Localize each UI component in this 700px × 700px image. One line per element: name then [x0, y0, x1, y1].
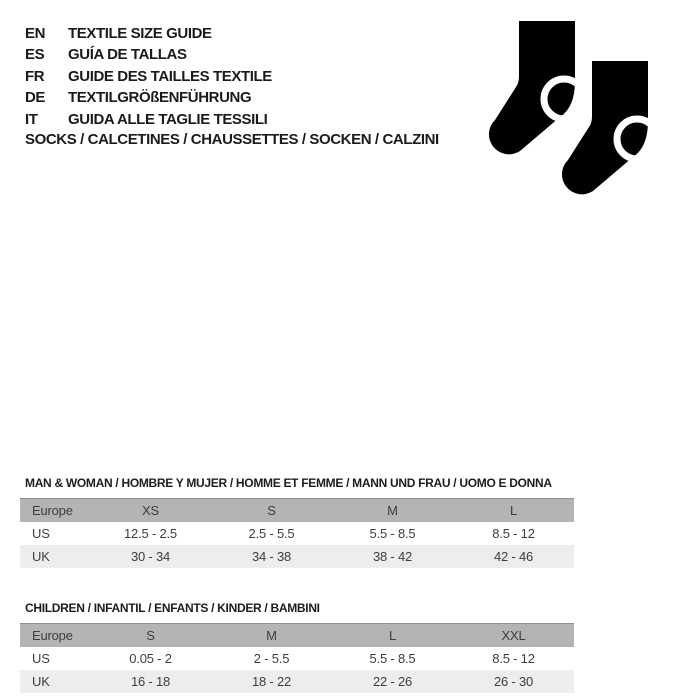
- language-label: GUIDE DES TAILLES TEXTILE: [68, 67, 272, 85]
- header-cell-size: L: [509, 502, 518, 518]
- header-cell-size: XXL: [501, 627, 526, 643]
- language-label: TEXTILGRÖßENFÜHRUNG: [68, 89, 252, 107]
- language-row-it: [25, 109, 272, 130]
- value-cell: 22 - 26: [372, 673, 413, 689]
- size-table-section-man-woman: [20, 477, 574, 568]
- table-row: [20, 522, 574, 545]
- table-title: MAN & WOMAN / HOMBRE Y MUJER / HOMME ET FEMME / MANN UND FRAU / UOMO E DONNA: [25, 476, 552, 490]
- size-table-man-woman: [20, 498, 574, 568]
- value-cell: 5.5 - 8.5: [369, 525, 416, 541]
- language-row-es: [25, 44, 272, 65]
- language-code: ES: [25, 46, 45, 64]
- value-cell: 34 - 38: [251, 548, 292, 564]
- table-title: CHILDREN / INFANTIL / ENFANTS / KINDER / BAMBINI: [25, 601, 320, 615]
- language-code: IT: [25, 110, 38, 128]
- value-cell: 2.5 - 5.5: [248, 525, 295, 541]
- socks-icon: [478, 21, 648, 203]
- size-table-section-children: [20, 602, 574, 693]
- table-row: [20, 545, 574, 568]
- language-label: TEXTILE SIZE GUIDE: [68, 25, 212, 42]
- header-cell-size: S: [146, 627, 155, 643]
- language-row-fr: [25, 66, 272, 87]
- value-cell: 2 - 5.5: [253, 650, 290, 666]
- value-cell: 42 - 46: [493, 548, 534, 564]
- region-cell: US: [32, 650, 50, 666]
- value-cell: 8.5 - 12: [492, 525, 535, 541]
- table-header-row: [20, 499, 574, 522]
- header-cell-region: Europe: [32, 502, 73, 518]
- header-cell-size: XS: [142, 502, 159, 518]
- size-table-children: [20, 623, 574, 693]
- header-cell-size: M: [387, 502, 398, 518]
- value-cell: 38 - 42: [372, 548, 413, 564]
- header-cell-size: M: [266, 627, 277, 643]
- language-label: GUIDA ALLE TAGLIE TESSILI: [68, 110, 268, 128]
- value-cell: 12.5 - 2.5: [124, 525, 177, 541]
- language-code: FR: [25, 67, 45, 85]
- table-row: [20, 670, 574, 693]
- value-cell: 16 - 18: [130, 673, 171, 689]
- value-cell: 26 - 30: [493, 673, 534, 689]
- header-cell-region: Europe: [32, 627, 73, 643]
- language-row-de: [25, 87, 272, 108]
- region-cell: UK: [32, 673, 50, 689]
- language-list: [25, 23, 272, 130]
- value-cell: 0.05 - 2: [129, 650, 172, 666]
- value-cell: 30 - 34: [130, 548, 171, 564]
- region-cell: UK: [32, 548, 50, 564]
- table-header-row: [20, 624, 574, 647]
- region-cell: US: [32, 525, 50, 541]
- value-cell: 8.5 - 12: [492, 650, 535, 666]
- language-code: EN: [25, 25, 46, 42]
- language-label: GUÍA DE TALLAS: [68, 46, 187, 64]
- header-cell-size: S: [267, 502, 276, 518]
- language-row-en: [25, 23, 272, 44]
- header-cell-size: L: [388, 627, 397, 643]
- value-cell: 5.5 - 8.5: [369, 650, 416, 666]
- value-cell: 18 - 22: [251, 673, 292, 689]
- language-code: DE: [25, 89, 46, 107]
- sock-glyph: [489, 21, 584, 154]
- table-row: [20, 647, 574, 670]
- category-title: SOCKS / CALCETINES / CHAUSSETTES / SOCKEN / CALZINI: [25, 131, 439, 148]
